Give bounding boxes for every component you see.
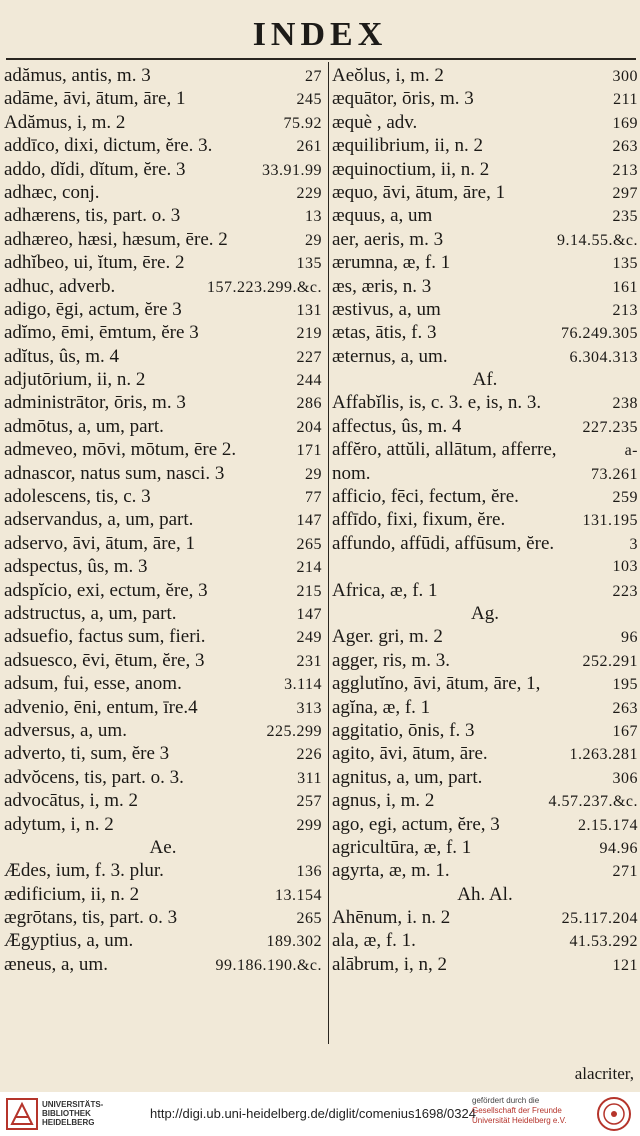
index-entry xyxy=(332,204,638,227)
index-entry xyxy=(4,485,322,508)
right-index-column xyxy=(332,64,638,976)
index-entry xyxy=(332,929,638,952)
entry-term: Ædes, ium, f. 3. plur. xyxy=(4,860,164,882)
entry-pages: 73.261 xyxy=(591,465,638,483)
index-entry xyxy=(332,766,638,789)
entry-pages: 103 xyxy=(612,558,638,576)
entry-term: adnascor, natus sum, nasci. 3 xyxy=(4,462,225,484)
entry-pages: 169 xyxy=(612,114,638,132)
entry-term: ædificium, ii, n. 2 xyxy=(4,883,140,905)
university-library-logo-icon xyxy=(6,1098,38,1130)
entry-term: ærumna, æ, f. 1 xyxy=(332,252,451,274)
section-header: Ae. xyxy=(149,836,177,858)
entry-pages: 13 xyxy=(305,208,322,226)
entry-term: agricultūra, æ, f. 1 xyxy=(332,836,472,858)
entry-term: Aeŏlus, i, m. 2 xyxy=(332,65,444,86)
index-entry xyxy=(4,438,322,461)
index-entry xyxy=(4,742,322,765)
entry-term: Adămus, i, m. 2 xyxy=(4,111,126,133)
index-entry xyxy=(332,742,638,765)
entry-term: alābrum, i, n, 2 xyxy=(332,953,448,975)
entry-term: adigo, ēgi, actum, ĕre 3 xyxy=(4,298,182,320)
section-header: Ah. Al. xyxy=(457,883,513,905)
entry-term: adstructus, a, um, part. xyxy=(4,602,177,624)
library-line-2: BIBLIOTHEK xyxy=(42,1109,91,1118)
entry-term: adhærens, tis, part. o. 3 xyxy=(4,205,181,227)
index-entry xyxy=(4,579,322,602)
entry-pages: 300 xyxy=(612,68,638,85)
entry-term: admeveo, mōvi, mōtum, ēre 2. xyxy=(4,439,237,461)
entry-pages: 311 xyxy=(297,769,322,787)
index-entry xyxy=(332,87,638,110)
entry-term: adytum, i, n. 2 xyxy=(4,813,114,835)
index-entry xyxy=(332,275,638,298)
index-entry xyxy=(332,672,638,695)
index-entry xyxy=(4,508,322,531)
index-entry xyxy=(4,321,322,344)
university-seal-icon xyxy=(596,1096,632,1132)
entry-pages: 3.114 xyxy=(284,676,322,694)
entry-pages: 167 xyxy=(612,722,638,740)
entry-term: agnitus, a, um, part. xyxy=(332,766,483,788)
entry-pages: 306 xyxy=(612,769,638,787)
entry-pages: 147 xyxy=(296,605,322,623)
entry-pages: 229 xyxy=(296,184,322,202)
entry-term: adhæc, conj. xyxy=(4,181,100,203)
index-entry xyxy=(332,813,638,836)
index-entry xyxy=(332,345,638,368)
index-entry xyxy=(332,321,638,344)
entry-pages: 9.14.55.&c. xyxy=(556,231,638,249)
entry-term: nom. xyxy=(332,462,371,484)
entry-term: aggitatio, ōnis, f. 3 xyxy=(332,719,475,741)
index-entry xyxy=(332,789,638,812)
index-entry xyxy=(332,462,638,485)
entry-pages: 213 xyxy=(612,161,638,179)
index-entry xyxy=(332,555,638,578)
entry-pages: 135 xyxy=(296,255,322,273)
library-name xyxy=(42,1100,103,1127)
index-entry xyxy=(332,181,638,204)
entry-term: advŏcens, tis, part. o. 3. xyxy=(4,766,184,788)
entry-pages: 223 xyxy=(612,582,638,600)
index-entry xyxy=(4,111,322,134)
entry-term: ætas, ātis, f. 3 xyxy=(332,322,437,344)
index-entry xyxy=(332,508,638,531)
entry-term: afficio, fēci, fectum, ĕre. xyxy=(332,486,519,508)
entry-pages: 136 xyxy=(296,863,322,881)
index-entry xyxy=(4,228,322,251)
entry-pages: 29 xyxy=(305,231,322,249)
index-entry xyxy=(4,275,322,298)
entry-term: affīdo, fixi, fixum, ĕre. xyxy=(332,509,506,531)
entry-pages: 286 xyxy=(296,395,322,413)
entry-term: affundo, affūdi, affūsum, ĕre. xyxy=(332,532,555,554)
entry-pages: 235 xyxy=(612,208,638,226)
entry-term: æstivus, a, um xyxy=(332,298,441,320)
entry-pages: 259 xyxy=(612,489,638,507)
entry-pages: 227 xyxy=(296,348,322,366)
entry-term: agito, āvi, ātum, āre. xyxy=(332,743,488,765)
entry-term: æquinoctium, ii, n. 2 xyxy=(332,158,490,180)
entry-pages: 244 xyxy=(296,372,322,390)
index-entry xyxy=(4,719,322,742)
entry-term: Ager. gri, m. 2 xyxy=(332,626,443,648)
entry-pages: 13.154 xyxy=(275,886,322,904)
index-entry xyxy=(4,134,322,157)
entry-pages: 195 xyxy=(612,676,638,694)
entry-term: adspectus, ûs, m. 3 xyxy=(4,556,148,578)
entry-term: Ægyptius, a, um. xyxy=(4,930,134,952)
entry-pages: 3 xyxy=(629,535,638,553)
page-title: INDEX xyxy=(252,16,388,53)
entry-pages: 189.302 xyxy=(266,933,322,951)
entry-pages: 29 xyxy=(305,465,322,483)
section-header: Af. xyxy=(472,369,498,391)
entry-term: admōtus, a, um, part. xyxy=(4,415,164,437)
entry-term: adolescens, tis, c. 3 xyxy=(4,486,151,508)
index-entry xyxy=(332,719,638,742)
index-entry xyxy=(4,181,322,204)
entry-pages: 214 xyxy=(296,559,322,577)
index-entry xyxy=(4,532,322,555)
entry-term: agyrta, æ, m. 1. xyxy=(332,860,450,882)
funding-note xyxy=(472,1096,566,1126)
entry-pages: 263 xyxy=(612,699,638,717)
entry-term: adhĭbeo, ui, ĭtum, ēre. 2 xyxy=(4,252,185,274)
entry-term: agglutĭno, āvi, ātum, āre, 1, xyxy=(332,673,541,695)
entry-term: agnus, i, m. 2 xyxy=(332,790,435,812)
index-entry xyxy=(332,228,638,251)
entry-pages: 261 xyxy=(296,138,322,156)
index-entry xyxy=(332,906,638,929)
index-entry xyxy=(4,625,322,648)
entry-term: adverto, ti, sum, ĕre 3 xyxy=(4,743,170,765)
entry-pages: 263 xyxy=(612,138,638,156)
entry-pages: 226 xyxy=(296,746,322,764)
index-entry xyxy=(4,649,322,672)
permalink-url[interactable]: http://digi.ub.uni-heidelberg.de/diglit/comenius1698/0324 xyxy=(150,1106,476,1121)
index-entry xyxy=(332,111,638,134)
entry-pages: 1.263.281 xyxy=(569,746,638,764)
entry-pages: 94.96 xyxy=(599,839,638,857)
column-divider xyxy=(328,62,329,1044)
entry-term: ago, egi, actum, ĕre, 3 xyxy=(332,813,500,835)
entry-term: adsuesco, ēvi, ētum, ĕre, 3 xyxy=(4,649,205,671)
index-entry xyxy=(4,158,322,181)
index-entry xyxy=(332,859,638,882)
entry-term: adhuc, adverb. xyxy=(4,275,116,297)
entry-pages: a- xyxy=(624,442,638,460)
index-entry xyxy=(332,625,638,648)
index-entry xyxy=(4,789,322,812)
entry-term: addo, dĭdi, dĭtum, ĕre. 3 xyxy=(4,158,186,180)
entry-term: Ahēnum, i. n. 2 xyxy=(332,907,451,929)
entry-term: æs, æris, n. 3 xyxy=(332,275,432,297)
entry-term: affĕro, attŭli, allātum, afferre, xyxy=(332,439,557,461)
index-entry xyxy=(332,579,638,602)
entry-pages: 265 xyxy=(296,535,322,553)
entry-pages: 4.57.237.&c. xyxy=(548,793,638,811)
entry-pages: 25.117.204 xyxy=(561,910,638,928)
entry-term: affectus, ûs, m. 4 xyxy=(332,415,462,437)
index-entry xyxy=(332,415,638,438)
entry-pages: 215 xyxy=(296,582,322,600)
index-entry xyxy=(332,649,638,672)
index-entry xyxy=(332,134,638,157)
entry-pages: 227.235 xyxy=(582,418,638,436)
entry-pages: 96 xyxy=(621,629,638,647)
index-entry xyxy=(332,64,638,87)
entry-pages: 135 xyxy=(612,255,638,273)
index-entry xyxy=(4,415,322,438)
funding-label: gefördert durch die xyxy=(472,1096,540,1105)
entry-pages: 121 xyxy=(612,956,638,974)
entry-pages: 297 xyxy=(612,184,638,202)
entry-term: Affabĭlis, is, c. 3. e, is, n. 3. xyxy=(332,392,542,414)
index-entry xyxy=(4,555,322,578)
entry-term: ægrōtans, tis, part. o. 3 xyxy=(4,907,178,929)
entry-pages: 265 xyxy=(296,910,322,928)
index-entry xyxy=(332,953,638,976)
entry-pages: 238 xyxy=(612,395,638,413)
catchword: alacriter, xyxy=(574,1064,634,1083)
index-entry xyxy=(332,485,638,508)
entry-term: adāme, āvi, ātum, āre, 1 xyxy=(4,88,186,110)
entry-term: adsuefio, factus sum, fieri. xyxy=(4,626,206,648)
entry-pages: 231 xyxy=(296,652,322,670)
entry-term: adsum, fui, esse, anom. xyxy=(4,673,182,695)
index-entry xyxy=(332,696,638,719)
entry-pages: 75.92 xyxy=(283,114,322,132)
index-entry xyxy=(332,298,638,321)
index-entry xyxy=(4,204,322,227)
entry-term: æquilibrium, ii, n. 2 xyxy=(332,135,483,157)
entry-term: adservo, āvi, ātum, āre, 1 xyxy=(4,532,195,554)
entry-pages: 213 xyxy=(612,301,638,319)
index-entry xyxy=(332,251,638,274)
index-entry xyxy=(4,813,322,836)
index-entry xyxy=(4,929,322,952)
entry-term: adspĭcio, exi, ectum, ĕre, 3 xyxy=(4,579,208,601)
entry-pages: 161 xyxy=(612,278,638,296)
index-entry xyxy=(4,391,322,414)
index-entry xyxy=(4,906,322,929)
entry-term: adĭtus, ûs, m. 4 xyxy=(4,345,120,367)
entry-term: adversus, a, um. xyxy=(4,719,127,741)
entry-pages: 313 xyxy=(296,699,322,717)
entry-pages: 257 xyxy=(296,793,322,811)
entry-term: æneus, a, um. xyxy=(4,953,108,975)
left-index-column xyxy=(4,64,322,976)
index-entry xyxy=(332,836,638,859)
entry-term: agĭna, æ, f. 1 xyxy=(332,696,431,718)
entry-pages: 77 xyxy=(305,489,322,507)
index-entry xyxy=(4,64,322,87)
index-entry xyxy=(4,953,322,976)
entry-pages: 249 xyxy=(296,629,322,647)
entry-term: æquātor, ōris, m. 3 xyxy=(332,88,474,110)
index-entry xyxy=(4,368,322,391)
library-line-1: UNIVERSITÄTS- xyxy=(42,1100,104,1109)
entry-pages: 147 xyxy=(296,512,322,530)
entry-term: aer, aeris, m. 3 xyxy=(332,228,444,250)
index-entry xyxy=(332,438,638,461)
entry-pages: 252.291 xyxy=(582,652,638,670)
index-entry xyxy=(4,462,322,485)
entry-term: æternus, a, um. xyxy=(332,345,448,367)
entry-pages: 225.299 xyxy=(266,722,322,740)
entry-term: addīco, dixi, dictum, ĕre. 3. xyxy=(4,135,213,157)
index-entry xyxy=(4,883,322,906)
library-line-3: HEIDELBERG xyxy=(42,1118,95,1127)
viewer-footer xyxy=(0,1092,640,1136)
entry-term: advenio, ēni, entum, īre.4 xyxy=(4,696,198,718)
entry-pages: 204 xyxy=(296,418,322,436)
entry-pages: 2.15.174 xyxy=(578,816,638,834)
entry-pages: 27 xyxy=(305,68,322,85)
entry-term: adămus, antis, m. 3 xyxy=(4,65,151,86)
index-entry xyxy=(332,391,638,414)
entry-pages: 245 xyxy=(296,91,322,109)
index-entry xyxy=(4,696,322,719)
entry-term: æquè , adv. xyxy=(332,111,418,133)
entry-pages: 6.304.313 xyxy=(569,348,638,366)
header-rule xyxy=(6,58,636,60)
entry-pages: 157.223.299.&c. xyxy=(206,278,322,296)
index-entry xyxy=(4,298,322,321)
index-entry xyxy=(4,345,322,368)
index-entry xyxy=(4,672,322,695)
entry-pages: 171 xyxy=(296,442,322,460)
entry-pages: 76.249.305 xyxy=(561,325,638,343)
entry-pages: 99.186.190.&c. xyxy=(215,956,322,974)
index-entry xyxy=(4,251,322,274)
index-entry xyxy=(4,602,322,625)
entry-term: adservandus, a, um, part. xyxy=(4,509,194,531)
entry-term: æquo, āvi, ātum, āre, 1 xyxy=(332,181,506,203)
entry-term: æquus, a, um xyxy=(332,205,433,227)
entry-term: administrātor, ōris, m. 3 xyxy=(4,392,186,414)
entry-pages: 299 xyxy=(296,816,322,834)
funder-line-2: Universität Heidelberg e.V. xyxy=(472,1116,567,1125)
entry-term: ala, æ, f. 1. xyxy=(332,930,416,952)
entry-pages: 131.195 xyxy=(582,512,638,530)
entry-pages: 41.53.292 xyxy=(569,933,638,951)
entry-term: adhæreo, hæsi, hæsum, ēre. 2 xyxy=(4,228,228,250)
entry-term: adjutōrium, ii, n. 2 xyxy=(4,369,146,391)
index-entry xyxy=(4,87,322,110)
entry-term: adĭmo, ēmi, ēmtum, ĕre 3 xyxy=(4,322,199,344)
index-entry xyxy=(332,532,638,555)
funder-line-1: Gesellschaft der Freunde xyxy=(472,1106,562,1115)
entry-term: advocātus, i, m. 2 xyxy=(4,790,139,812)
entry-pages: 219 xyxy=(296,325,322,343)
entry-pages: 211 xyxy=(613,91,638,109)
entry-pages: 33.91.99 xyxy=(262,161,322,179)
index-entry xyxy=(4,859,322,882)
entry-pages: 131 xyxy=(296,301,322,319)
entry-term: agger, ris, m. 3. xyxy=(332,649,450,671)
entry-pages: 271 xyxy=(612,863,638,881)
section-header: Ag. xyxy=(471,602,499,624)
index-entry xyxy=(332,158,638,181)
index-entry xyxy=(4,766,322,789)
entry-term: Africa, æ, f. 1 xyxy=(332,579,438,601)
